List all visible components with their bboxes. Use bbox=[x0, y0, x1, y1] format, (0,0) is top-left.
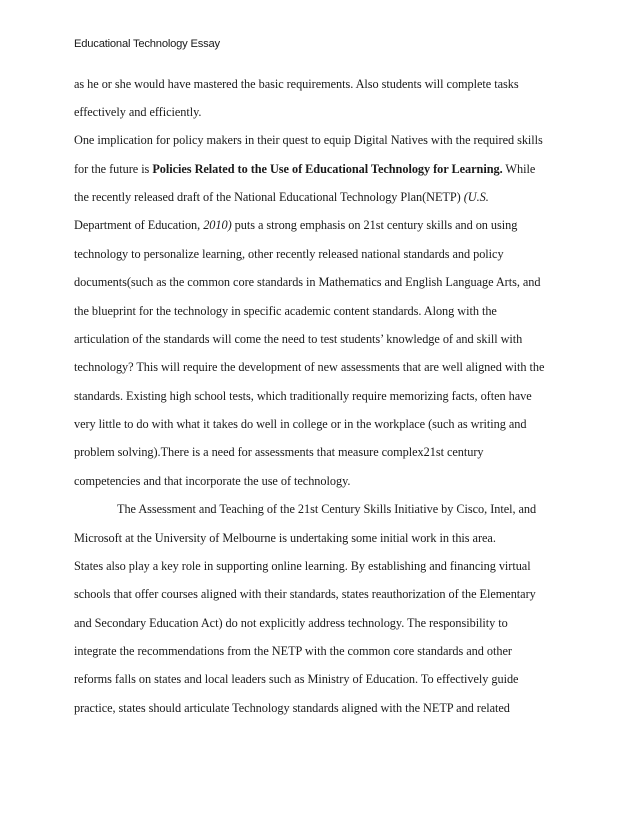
text-line: very little to do with what it takes do well in college or in the workplace (such as writing and bbox=[74, 417, 527, 431]
text-line-indented: The Assessment and Teaching of the 21st Century Skills Initiative by Cisco, Intel, and bbox=[117, 502, 537, 516]
text-line bbox=[74, 217, 517, 233]
text-line bbox=[74, 189, 489, 205]
text-line: as he or she would have mastered the basic requirements. Also students will complete tasks bbox=[74, 77, 519, 91]
text-span: for the future is bbox=[74, 162, 153, 176]
citation-italic: 2010) bbox=[203, 218, 232, 232]
running-header: Educational Technology Essay bbox=[74, 38, 220, 50]
text-line: practice, states should articulate Technology standards aligned with the NETP and related bbox=[74, 701, 510, 715]
bold-heading-phrase: Policies Related to the Use of Educational Technology for Learning. bbox=[152, 162, 503, 176]
text-span: Department of Education, bbox=[74, 218, 204, 232]
text-line: technology to personalize learning, other recently released national standards and policy bbox=[74, 247, 504, 261]
text-line bbox=[74, 161, 535, 177]
text-span: While bbox=[502, 162, 536, 176]
text-line: the blueprint for the technology in specific academic content standards. Along with the bbox=[74, 304, 497, 318]
text-line: problem solving).There is a need for assessments that measure complex21st century bbox=[74, 445, 484, 459]
text-line: competencies and that incorporate the use of technology. bbox=[74, 474, 351, 488]
text-span: puts a strong emphasis on 21st century skills and on using bbox=[231, 218, 518, 232]
text-span: the recently released draft of the National Educational Technology Plan(NETP) bbox=[74, 190, 464, 204]
text-line: schools that offer courses aligned with their standards, states reauthorization of the Elementary bbox=[74, 587, 536, 601]
text-line: States also play a key role in supporting online learning. By establishing and financing virtual bbox=[74, 559, 531, 573]
text-line: technology? This will require the development of new assessments that are well aligned with the bbox=[74, 360, 545, 374]
text-line: standards. Existing high school tests, which traditionally require memorizing facts, often have bbox=[74, 389, 532, 403]
text-line: and Secondary Education Act) do not explicitly address technology. The responsibility to bbox=[74, 616, 508, 630]
text-line: reforms falls on states and local leaders such as Ministry of Education. To effectively guide bbox=[74, 672, 519, 686]
text-line: effectively and efficiently. bbox=[74, 105, 202, 119]
text-line: Microsoft at the University of Melbourne is undertaking some initial work in this area. bbox=[74, 531, 496, 545]
text-line: articulation of the standards will come the need to test students’ knowledge of and skill with bbox=[74, 332, 523, 346]
text-line: One implication for policy makers in their quest to equip Digital Natives with the required skills bbox=[74, 133, 543, 147]
text-line: documents(such as the common core standards in Mathematics and English Language Arts, and bbox=[74, 275, 541, 289]
citation-italic: (U.S. bbox=[463, 190, 489, 204]
text-line: integrate the recommendations from the NETP with the common core standards and other bbox=[74, 644, 512, 658]
